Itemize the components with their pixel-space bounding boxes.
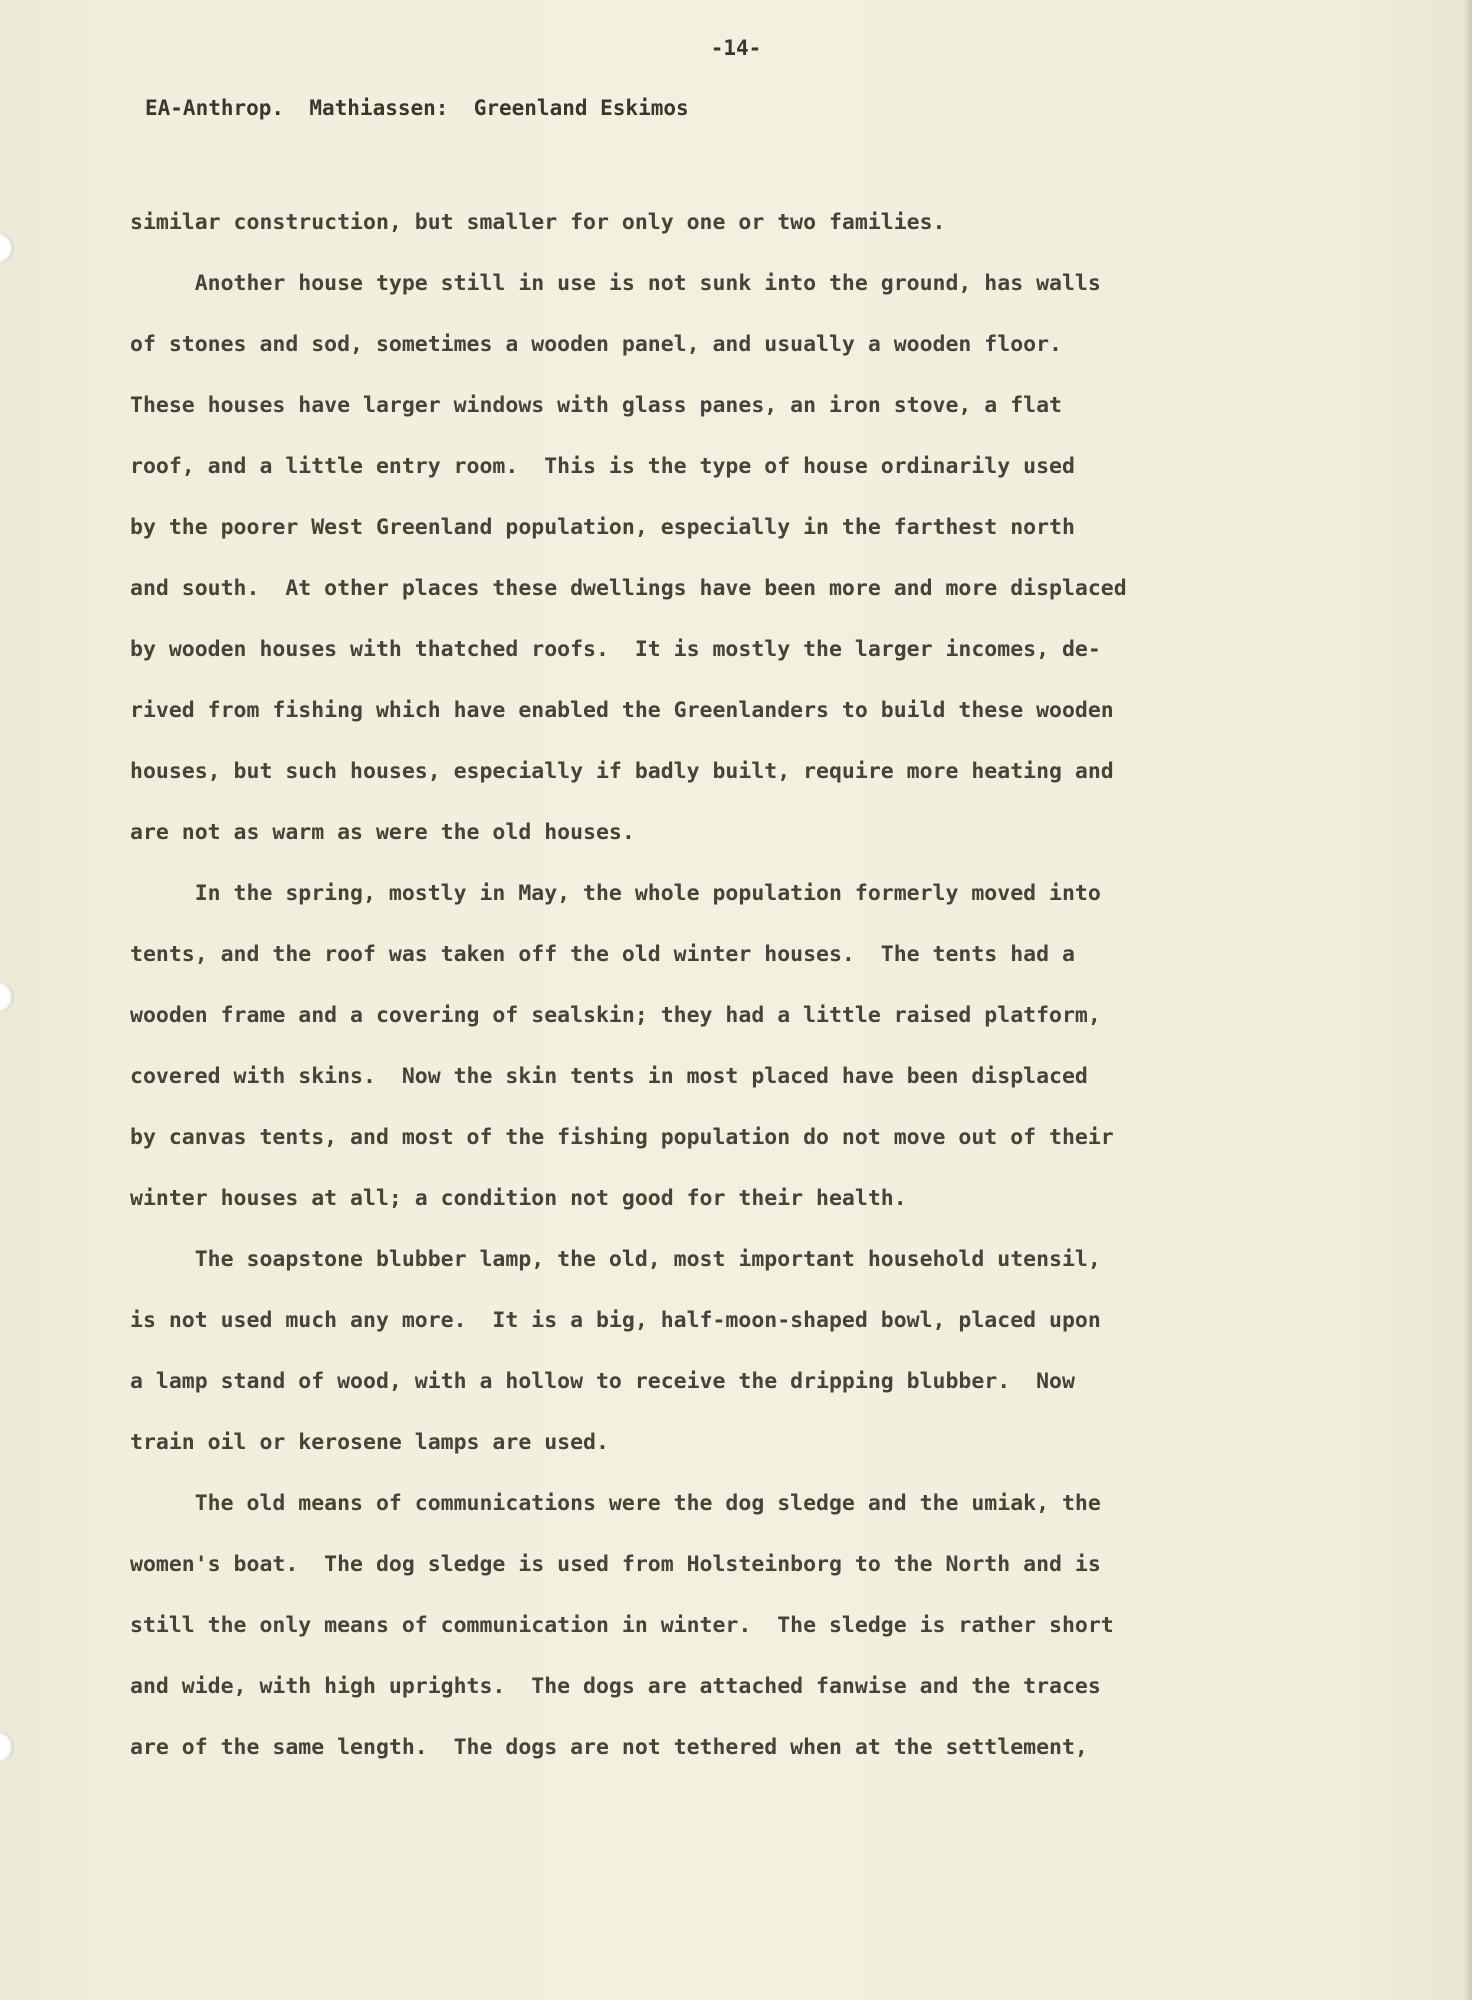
text-line: still the only means of communication in winter. The sledge is rather short [130, 1613, 1114, 1638]
text-line: The old means of communications were the dog sledge and the umiak, the [130, 1491, 1101, 1516]
text-line: These houses have larger windows with glass panes, an iron stove, a flat [130, 393, 1062, 418]
text-line: Another house type still in use is not sunk into the ground, has walls [130, 271, 1101, 296]
text-line: winter houses at all; a condition not good for their health. [130, 1186, 907, 1211]
text-line: roof, and a little entry room. This is the type of house ordinarily used [130, 454, 1075, 479]
text-line: are of the same length. The dogs are not tethered when at the settlement, [130, 1735, 1088, 1760]
page-edge-shadow [1464, 0, 1472, 2000]
text-line: and wide, with high uprights. The dogs are attached fanwise and the traces [130, 1674, 1101, 1699]
text-line: In the spring, mostly in May, the whole population formerly moved into [130, 881, 1101, 906]
text-line: by the poorer West Greenland population, especially in the farthest north [130, 515, 1075, 540]
text-line: and south. At other places these dwellings have been more and more displaced [130, 576, 1127, 601]
running-head: EA-Anthrop. Mathiassen: Greenland Eskimos [145, 96, 689, 120]
text-line: similar construction, but smaller for only one or two families. [130, 210, 946, 235]
text-line: tents, and the roof was taken off the old winter houses. The tents had a [130, 942, 1075, 967]
punch-hole [0, 982, 14, 1012]
text-line: The soapstone blubber lamp, the old, most important household utensil, [130, 1247, 1101, 1272]
text-line: rived from fishing which have enabled the Greenlanders to build these wooden [130, 698, 1114, 723]
text-line: covered with skins. Now the skin tents in most placed have been displaced [130, 1064, 1088, 1089]
text-line: a lamp stand of wood, with a hollow to receive the dripping blubber. Now [130, 1369, 1075, 1394]
punch-hole [0, 1732, 14, 1762]
punch-hole [0, 233, 14, 263]
text-line: houses, but such houses, especially if badly built, require more heating and [130, 759, 1114, 784]
text-line: train oil or kerosene lamps are used. [130, 1430, 609, 1455]
text-line: wooden frame and a covering of sealskin; they had a little raised platform, [130, 1003, 1101, 1028]
text-line: of stones and sod, sometimes a wooden panel, and usually a wooden floor. [130, 332, 1062, 357]
text-line: is not used much any more. It is a big, half-moon-shaped bowl, placed upon [130, 1308, 1101, 1333]
text-line: by wooden houses with thatched roofs. It is mostly the larger incomes, de- [130, 637, 1101, 662]
text-line: by canvas tents, and most of the fishing population do not move out of their [130, 1125, 1114, 1150]
text-line: are not as warm as were the old houses. [130, 820, 635, 845]
page-number: -14- [710, 36, 762, 60]
text-line: women's boat. The dog sledge is used from Holsteinborg to the North and is [130, 1552, 1101, 1577]
